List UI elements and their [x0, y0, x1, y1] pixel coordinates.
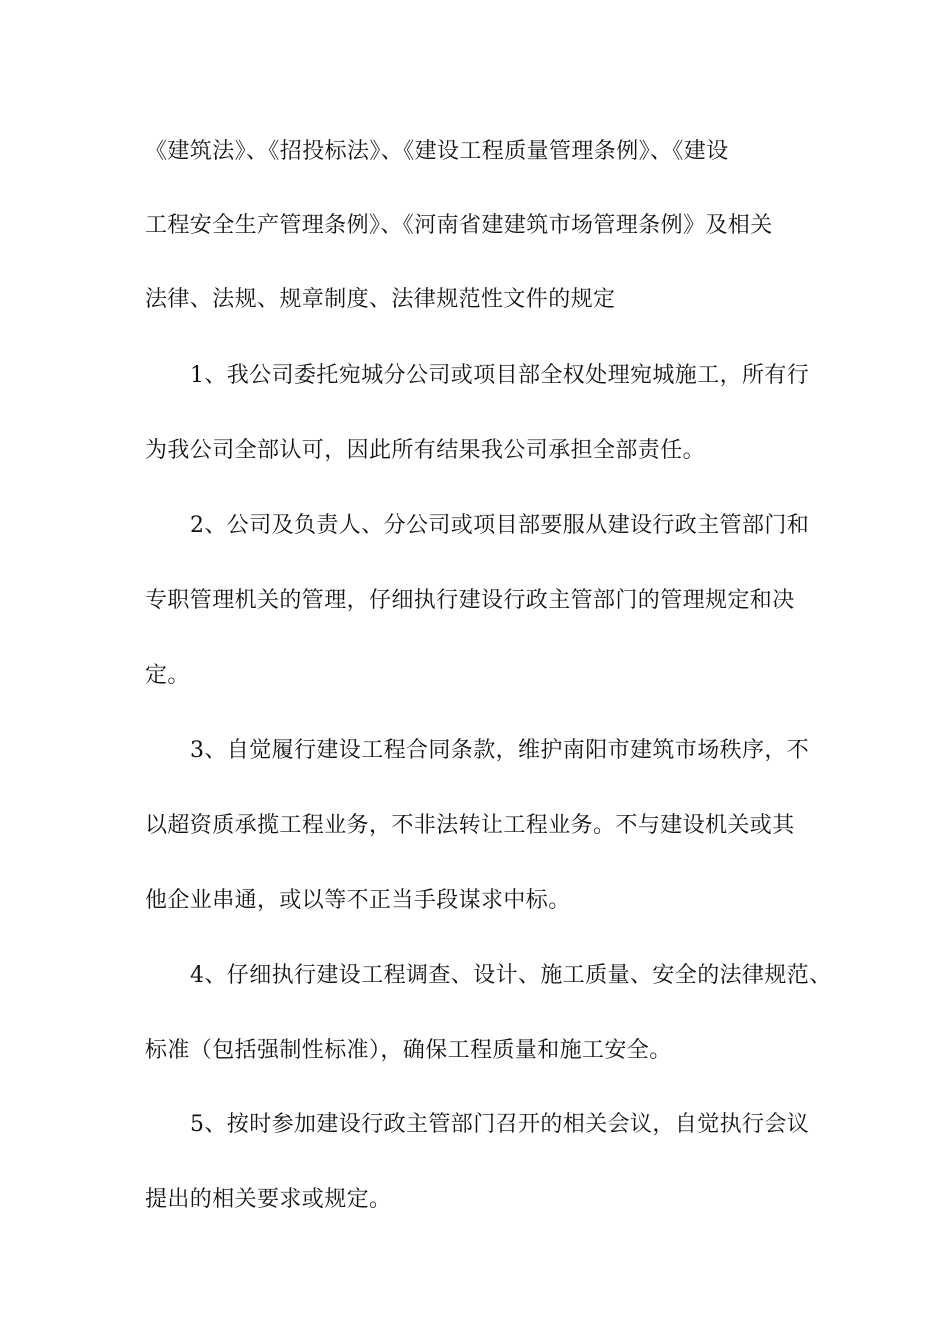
- intro-line-2: 工程安全生产管理条例》、《河南省建建筑市场管理条例》及相关: [145, 213, 773, 238]
- item-2-line-3: 定。: [145, 663, 190, 688]
- item-3-line-3: 他企业串通，或以等不正当手段谋求中标。: [145, 888, 571, 913]
- item-3-line-1: 3、自觉履行建设工程合同条款，维护南阳市建筑市场秩序，不: [190, 738, 810, 763]
- item-5-line-1: 5、按时参加建设行政主管部门召开的相关会议，自觉执行会议: [190, 1112, 810, 1137]
- item-2-line-2: 专职管理机关的管理，仔细执行建设行政主管部门的管理规定和决: [145, 588, 795, 613]
- intro-line-1: 《建筑法》、《招投标法》、《建设工程质量管理条例》、《建设: [145, 139, 729, 164]
- item-5-line-2: 提出的相关要求或规定。: [145, 1187, 392, 1212]
- item-3-line-2: 以超资质承揽工程业务，不非法转让工程业务。不与建设机关或其: [145, 813, 795, 838]
- item-1-line-2: 为我公司全部认可，因此所有结果我公司承担全部责任。: [145, 438, 706, 463]
- item-4-line-2: 标准（包括强制性标准），确保工程质量和施工安全。: [145, 1038, 672, 1063]
- item-4-line-1: 4、仔细执行建设工程调查、设计、施工质量、安全的法律规范、: [190, 963, 832, 988]
- intro-line-3: 法律、法规、规章制度、法律规范性文件的规定: [145, 287, 616, 312]
- item-1-line-1: 1、我公司委托宛城分公司或项目部全权处理宛城施工，所有行: [190, 363, 810, 388]
- item-2-line-1: 2、公司及负责人、分公司或项目部要服从建设行政主管部门和: [190, 513, 810, 538]
